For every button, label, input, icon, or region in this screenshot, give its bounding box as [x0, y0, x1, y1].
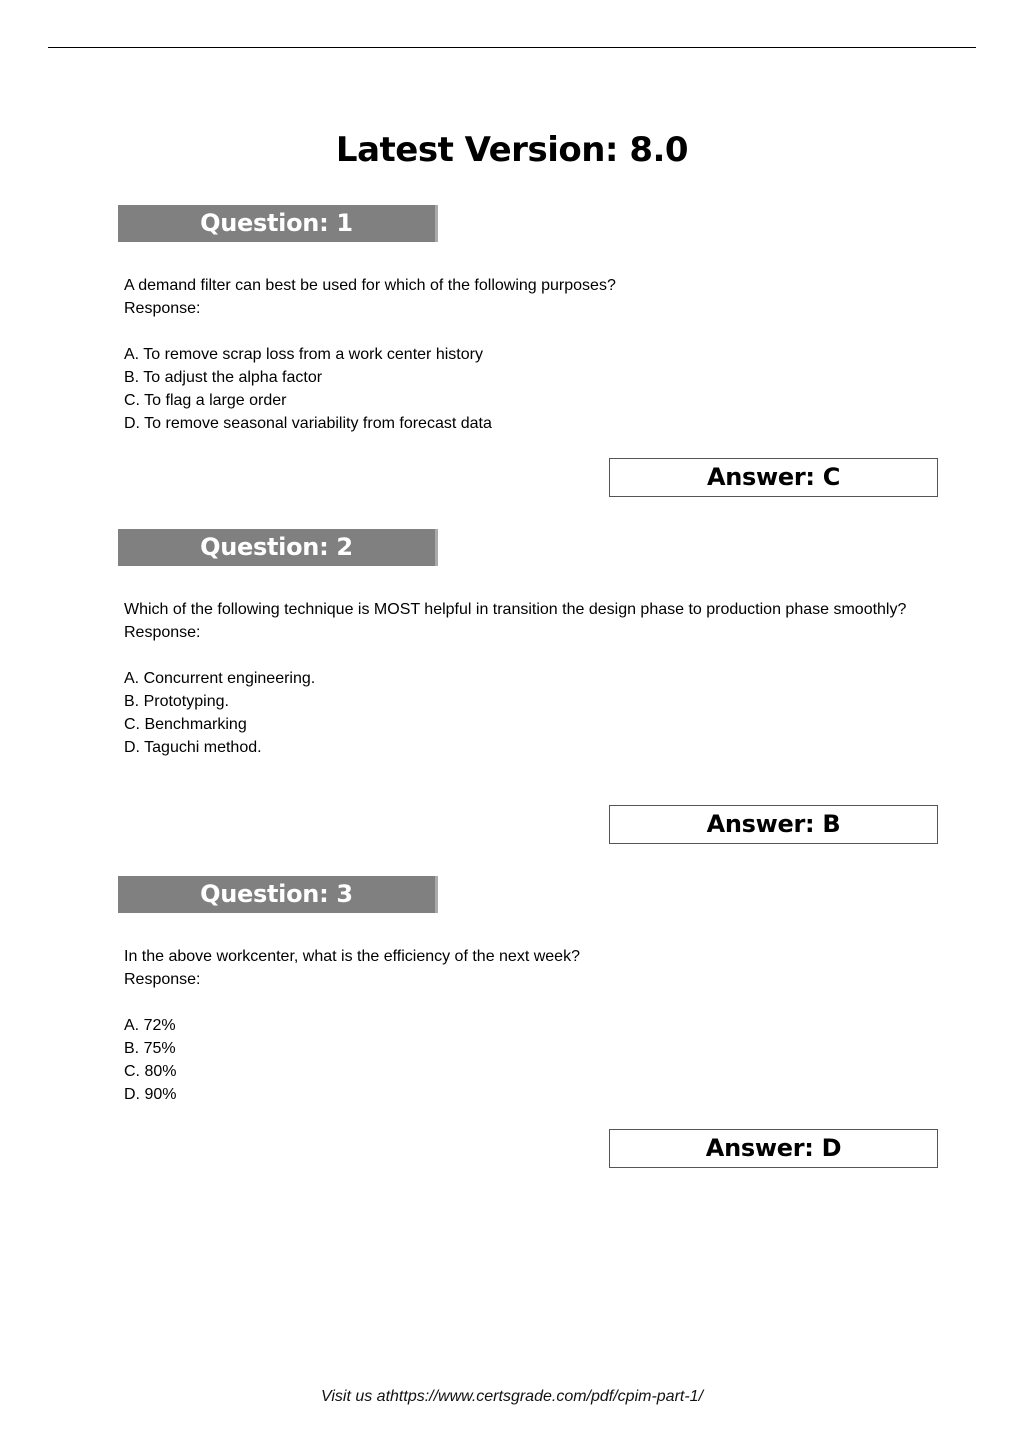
question-3-option-b: B. 75%	[124, 1040, 176, 1057]
question-1-option-c: C. To flag a large order	[124, 392, 287, 409]
question-3-option-a: A. 72%	[124, 1017, 176, 1034]
question-2-body	[124, 598, 928, 759]
question-2-answer: Answer: B	[609, 805, 938, 844]
question-3-answer: Answer: D	[609, 1129, 938, 1168]
question-3-option-d: D. 90%	[124, 1086, 177, 1103]
question-2-option-c: C. Benchmarking	[124, 716, 247, 733]
question-3-header: Question: 3	[118, 876, 438, 913]
question-3-body	[124, 945, 928, 1106]
question-1-header: Question: 1	[118, 205, 438, 242]
question-1-answer: Answer: C	[609, 458, 938, 497]
question-1-response-label: Response:	[124, 300, 201, 317]
question-1-option-d: D. To remove seasonal variability from forecast data	[124, 415, 492, 432]
question-2-text: Which of the following technique is MOST helpful in transition the design phase to production phase smoothly?	[124, 601, 907, 618]
question-1-option-b: B. To adjust the alpha factor	[124, 369, 323, 386]
question-2-option-d: D. Taguchi method.	[124, 739, 262, 756]
question-2-option-a: A. Concurrent engineering.	[124, 670, 316, 687]
question-1-text: A demand filter can best be used for which of the following purposes?	[124, 277, 616, 294]
question-2-header: Question: 2	[118, 529, 438, 566]
question-3-text: In the above workcenter, what is the efficiency of the next week?	[124, 948, 580, 965]
question-2-option-b: B. Prototyping.	[124, 693, 229, 710]
question-2-response-label: Response:	[124, 624, 201, 641]
question-3-response-label: Response:	[124, 971, 201, 988]
question-3-option-c: C. 80%	[124, 1063, 177, 1080]
page-title: Latest Version: 8.0	[335, 130, 689, 170]
footer-link-text: Visit us athttps://www.certsgrade.com/pdf/cpim-part-1/	[320, 1388, 704, 1405]
question-1-option-a: A. To remove scrap loss from a work center history	[124, 346, 483, 363]
question-1-body	[124, 274, 928, 435]
header-rule	[48, 47, 976, 48]
